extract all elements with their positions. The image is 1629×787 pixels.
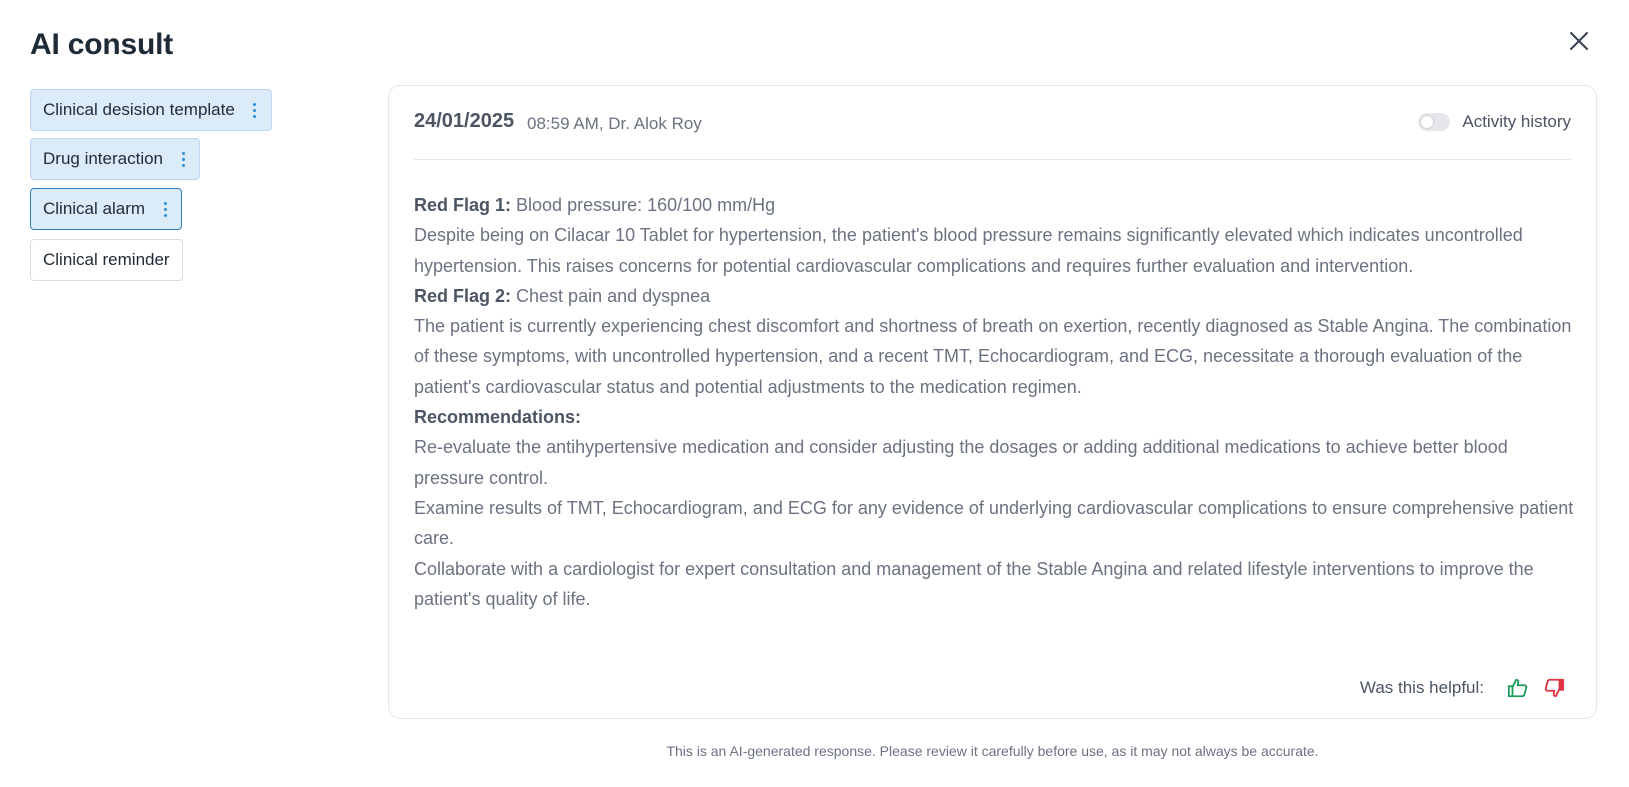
- consult-content: [414, 190, 1574, 614]
- activity-history: [1418, 112, 1571, 132]
- red-flag-2-text: The patient is currently experiencing chest discomfort and shortness of breath on exertion, recently diagnosed as Stable Angina. The combination of these symptoms, with uncontrolled hypertension, and a recent TMT, Echocardiogram, and ECG, necessitate a thorough evaluation of the patient's cardiovascular status and potential adjustments to the medication regimen.: [414, 316, 1572, 397]
- activity-history-label: Activity history: [1462, 112, 1571, 131]
- close-icon: [1566, 28, 1592, 54]
- sidebar-item-label: Clinical alarm: [43, 199, 146, 218]
- consult-card: [388, 85, 1597, 719]
- consult-meta: 08:59 AM, Dr. Alok Roy: [527, 114, 702, 133]
- recommendation-item: Re-evaluate the antihypertensive medication and consider adjusting the dosages or adding additional medications to achieve better blood pressure control.: [414, 437, 1508, 488]
- recommendation-item: Examine results of TMT, Echocardiogram, and ECG for any evidence of underlying cardiovascular complications to ensure comprehensive patient care.: [414, 497, 1574, 549]
- dislike-button[interactable]: [1540, 674, 1568, 702]
- activity-history-toggle[interactable]: [1418, 113, 1450, 131]
- recommendations-heading: Recommendations:: [414, 407, 582, 428]
- sidebar-item-label: Clinical reminder: [43, 250, 170, 269]
- red-flag-label: Red Flag 1:: [414, 195, 512, 215]
- red-flag-title: Chest pain and dyspnea: [516, 285, 711, 306]
- recommendation-item: Collaborate with a cardiologist for expert consultation and management of the Stable Angina and related lifestyle interventions to improve the patient's quality of life.: [414, 558, 1534, 609]
- thumbs-down-icon: [1543, 677, 1565, 699]
- feedback: [1360, 674, 1568, 702]
- kebab-menu-icon[interactable]: [251, 100, 259, 120]
- sidebar-item-drug-interaction[interactable]: [30, 138, 200, 180]
- page-title: AI consult: [30, 28, 174, 61]
- ai-disclaimer: This is an AI-generated response. Please review it carefully before use, as it may not always be accurate.: [666, 743, 1319, 759]
- red-flag-label: Red Flag 2:: [414, 285, 512, 306]
- sidebar-item-clinical-decision-template[interactable]: [30, 89, 272, 131]
- consult-date: 24/01/2025: [414, 110, 515, 132]
- red-flag-1-text: Despite being on Cilacar 10 Tablet for hypertension, the patient's blood pressure remains significantly elevated which indicates uncontrolled hypertension. This raises concerns for potential cardiovascular complications and requires further evaluation and intervention.: [414, 225, 1523, 276]
- sidebar-item-label: Clinical desision template: [43, 100, 235, 119]
- feedback-label: Was this helpful:: [1359, 678, 1484, 697]
- sidebar-item-clinical-alarm[interactable]: [30, 188, 182, 230]
- close-button[interactable]: [1566, 28, 1592, 54]
- sidebar-item-label: Drug interaction: [43, 149, 164, 168]
- kebab-menu-icon[interactable]: [179, 149, 187, 169]
- red-flag-2-heading: [414, 281, 1574, 311]
- thumbs-up-icon: [1507, 677, 1529, 699]
- red-flag-title: Blood pressure: 160/100 mm/Hg: [516, 195, 776, 215]
- kebab-menu-icon[interactable]: [161, 199, 169, 219]
- sidebar-item-clinical-reminder[interactable]: [30, 239, 183, 281]
- red-flag-1-heading: [414, 190, 1574, 220]
- card-header: [414, 110, 1571, 160]
- like-button[interactable]: [1504, 674, 1532, 702]
